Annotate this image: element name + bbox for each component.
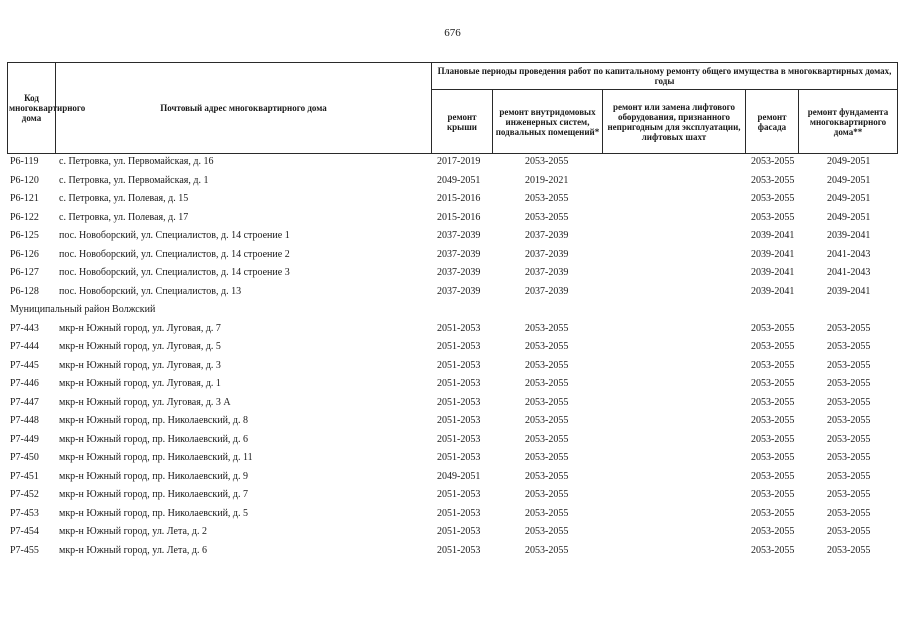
cell-facade: 2053-2055: [751, 156, 795, 167]
table-row: [7, 394, 897, 413]
page-number: 676: [444, 27, 461, 39]
cell-systems: 2053-2055: [525, 378, 569, 389]
cell-code: Р7-454: [10, 526, 39, 537]
cell-code: Р7-451: [10, 470, 39, 482]
cell-roof: 2049-2051: [437, 174, 481, 186]
cell-address: мкр-н Южный город, пр. Николаевский, д. 9: [59, 470, 249, 482]
cell-code: Р7-446: [10, 378, 39, 389]
cell-roof: 2015-2016: [437, 193, 481, 204]
cell-systems: 2053-2055: [525, 470, 569, 482]
cell-facade: 2053-2055: [751, 193, 795, 204]
cell-systems: 2053-2055: [525, 322, 569, 334]
cell-foundation: 2053-2055: [827, 452, 871, 463]
cell-code: Р7-455: [10, 544, 39, 556]
cell-address: пос. Новоборский, ул. Специалистов, д. 13: [59, 285, 242, 297]
cell-systems: 2037-2039: [525, 230, 569, 241]
table-row: [7, 153, 897, 172]
cell-systems: 2053-2055: [525, 156, 569, 167]
cell-roof: 2051-2053: [437, 341, 481, 352]
cell-foundation: 2053-2055: [827, 507, 871, 519]
cell-roof: 2051-2053: [437, 452, 481, 463]
table-row: [7, 468, 897, 487]
cell-facade: 2053-2055: [751, 322, 795, 334]
table-row: [7, 283, 897, 302]
table-row: [7, 190, 897, 209]
cell-facade: 2053-2055: [751, 359, 795, 371]
cell-address: мкр-н Южный город, ул. Луговая, д. 3 А: [59, 396, 231, 408]
table-row: [7, 505, 897, 524]
header-facade: ремонт фасада: [746, 90, 799, 154]
cell-code: Р7-449: [10, 433, 39, 445]
cell-foundation: 2039-2041: [827, 285, 871, 297]
table-header: [7, 62, 898, 154]
cell-address: мкр-н Южный город, пр. Николаевский, д. 11: [59, 452, 253, 463]
cell-systems: 2053-2055: [525, 415, 569, 426]
cell-systems: 2053-2055: [525, 211, 569, 223]
cell-foundation: 2053-2055: [827, 359, 871, 371]
cell-roof: 2051-2053: [437, 322, 481, 334]
cell-address: мкр-н Южный город, ул. Луговая, д. 1: [59, 378, 221, 389]
table-row: [7, 264, 897, 283]
cell-facade: 2053-2055: [751, 433, 795, 445]
header-address: Почтовый адрес многоквартирного дома: [56, 63, 432, 154]
cell-systems: 2037-2039: [525, 267, 569, 278]
header-lift: ремонт или замена лифтового оборудования, признанного непригодным для эксплуатации, лифтовых шахт: [603, 90, 746, 154]
table-row: [7, 209, 897, 228]
cell-foundation: 2041-2043: [827, 267, 871, 278]
cell-facade: 2053-2055: [751, 470, 795, 482]
header-foundation: ремонт фундамента многоквартирного дома**: [799, 90, 898, 154]
cell-roof: 2051-2053: [437, 433, 481, 445]
header-code: Код многоквартирного дома: [8, 63, 56, 154]
cell-facade: 2039-2041: [751, 285, 795, 297]
cell-address: мкр-н Южный город, ул. Луговая, д. 3: [59, 359, 221, 371]
cell-systems: 2053-2055: [525, 452, 569, 463]
cell-address: мкр-н Южный город, ул. Лета, д. 6: [59, 544, 207, 556]
cell-address: пос. Новоборский, ул. Специалистов, д. 14 строение 1: [59, 230, 290, 241]
cell-foundation: 2053-2055: [827, 322, 871, 334]
cell-roof: 2051-2053: [437, 415, 481, 426]
table-row: [7, 523, 897, 542]
section-label: Муниципальный район Волжский: [10, 304, 156, 315]
cell-systems: 2053-2055: [525, 396, 569, 408]
table-row: [7, 357, 897, 376]
cell-foundation: 2053-2055: [827, 341, 871, 352]
cell-systems: 2019-2021: [525, 174, 569, 186]
cell-address: мкр-н Южный город, ул. Луговая, д. 5: [59, 341, 221, 352]
cell-roof: 2037-2039: [437, 267, 481, 278]
cell-facade: 2039-2041: [751, 248, 795, 260]
cell-code: Р6-126: [10, 248, 39, 260]
cell-systems: 2053-2055: [525, 526, 569, 537]
header-roof: ремонт крыши: [432, 90, 493, 154]
cell-systems: 2053-2055: [525, 193, 569, 204]
cell-code: Р7-450: [10, 452, 39, 463]
cell-address: мкр-н Южный город, ул. Луговая, д. 7: [59, 322, 221, 334]
cell-foundation: 2039-2041: [827, 230, 871, 241]
cell-facade: 2053-2055: [751, 415, 795, 426]
cell-code: Р7-453: [10, 507, 39, 519]
cell-address: с. Петровка, ул. Первомайская, д. 16: [59, 156, 214, 167]
cell-address: с. Петровка, ул. Полевая, д. 17: [59, 211, 189, 223]
cell-roof: 2037-2039: [437, 248, 481, 260]
cell-foundation: 2053-2055: [827, 378, 871, 389]
cell-roof: 2051-2053: [437, 489, 481, 500]
cell-facade: 2053-2055: [751, 174, 795, 186]
cell-foundation: 2049-2051: [827, 211, 871, 223]
cell-facade: 2053-2055: [751, 452, 795, 463]
table-row: [7, 246, 897, 265]
cell-facade: 2053-2055: [751, 341, 795, 352]
table-row: [7, 375, 897, 394]
cell-foundation: 2049-2051: [827, 156, 871, 167]
table-row: [7, 431, 897, 450]
cell-systems: 2053-2055: [525, 489, 569, 500]
header-systems: ремонт внутридомовых инженерных систем, подвальных помещений*: [493, 90, 603, 154]
cell-code: Р7-448: [10, 415, 39, 426]
cell-roof: 2051-2053: [437, 526, 481, 537]
section-heading: [7, 301, 897, 320]
cell-code: Р6-127: [10, 267, 39, 278]
table-row: [7, 449, 897, 468]
cell-address: с. Петровка, ул. Полевая, д. 15: [59, 193, 189, 204]
cell-roof: 2017-2019: [437, 156, 481, 167]
cell-foundation: 2041-2043: [827, 248, 871, 260]
cell-roof: 2051-2053: [437, 507, 481, 519]
cell-foundation: 2049-2051: [827, 174, 871, 186]
cell-systems: 2053-2055: [525, 544, 569, 556]
table-row: [7, 542, 897, 561]
cell-code: Р6-121: [10, 193, 39, 204]
cell-facade: 2039-2041: [751, 230, 795, 241]
cell-facade: 2053-2055: [751, 211, 795, 223]
table-body: [7, 153, 897, 560]
cell-foundation: 2053-2055: [827, 433, 871, 445]
cell-address: мкр-н Южный город, ул. Лета, д. 2: [59, 526, 207, 537]
cell-systems: 2037-2039: [525, 285, 569, 297]
cell-roof: 2051-2053: [437, 359, 481, 371]
table-row: [7, 338, 897, 357]
header-periods: Плановые периоды проведения работ по капитальному ремонту общего имущества в многоквартирных домах, годы: [432, 63, 898, 90]
cell-facade: 2053-2055: [751, 507, 795, 519]
cell-address: мкр-н Южный город, пр. Николаевский, д. 5: [59, 507, 249, 519]
cell-address: пос. Новоборский, ул. Специалистов, д. 14 строение 3: [59, 267, 290, 278]
cell-facade: 2053-2055: [751, 544, 795, 556]
cell-foundation: 2053-2055: [827, 544, 871, 556]
cell-systems: 2053-2055: [525, 433, 569, 445]
cell-roof: 2051-2053: [437, 396, 481, 408]
cell-code: Р6-119: [10, 156, 39, 167]
cell-code: Р6-120: [10, 174, 39, 186]
cell-systems: 2053-2055: [525, 341, 569, 352]
cell-address: с. Петровка, ул. Первомайская, д. 1: [59, 174, 209, 186]
cell-roof: 2037-2039: [437, 230, 481, 241]
cell-code: Р6-125: [10, 230, 39, 241]
cell-facade: 2053-2055: [751, 526, 795, 537]
cell-foundation: 2053-2055: [827, 415, 871, 426]
cell-foundation: 2053-2055: [827, 470, 871, 482]
cell-foundation: 2053-2055: [827, 489, 871, 500]
cell-foundation: 2053-2055: [827, 396, 871, 408]
cell-code: Р7-443: [10, 322, 39, 334]
cell-address: мкр-н Южный город, пр. Николаевский, д. 7: [59, 489, 249, 500]
cell-roof: 2049-2051: [437, 470, 481, 482]
cell-address: мкр-н Южный город, пр. Николаевский, д. 6: [59, 433, 249, 445]
cell-facade: 2053-2055: [751, 396, 795, 408]
cell-code: Р7-452: [10, 489, 39, 500]
cell-facade: 2053-2055: [751, 489, 795, 500]
cell-address: пос. Новоборский, ул. Специалистов, д. 14 строение 2: [59, 248, 290, 260]
table-row: [7, 172, 897, 191]
table-row: [7, 320, 897, 339]
cell-roof: 2051-2053: [437, 378, 481, 389]
cell-code: Р7-447: [10, 396, 39, 408]
cell-facade: 2039-2041: [751, 267, 795, 278]
cell-foundation: 2049-2051: [827, 193, 871, 204]
cell-roof: 2015-2016: [437, 211, 481, 223]
cell-foundation: 2053-2055: [827, 526, 871, 537]
cell-systems: 2053-2055: [525, 359, 569, 371]
cell-roof: 2037-2039: [437, 285, 481, 297]
cell-address: мкр-н Южный город, пр. Николаевский, д. 8: [59, 415, 249, 426]
table-row: [7, 486, 897, 505]
cell-code: Р7-444: [10, 341, 39, 352]
cell-systems: 2053-2055: [525, 507, 569, 519]
cell-systems: 2037-2039: [525, 248, 569, 260]
table-row: [7, 227, 897, 246]
cell-code: Р6-128: [10, 285, 39, 297]
cell-code: Р6-122: [10, 211, 39, 223]
cell-code: Р7-445: [10, 359, 39, 371]
table-row: [7, 412, 897, 431]
cell-facade: 2053-2055: [751, 378, 795, 389]
cell-roof: 2051-2053: [437, 544, 481, 556]
